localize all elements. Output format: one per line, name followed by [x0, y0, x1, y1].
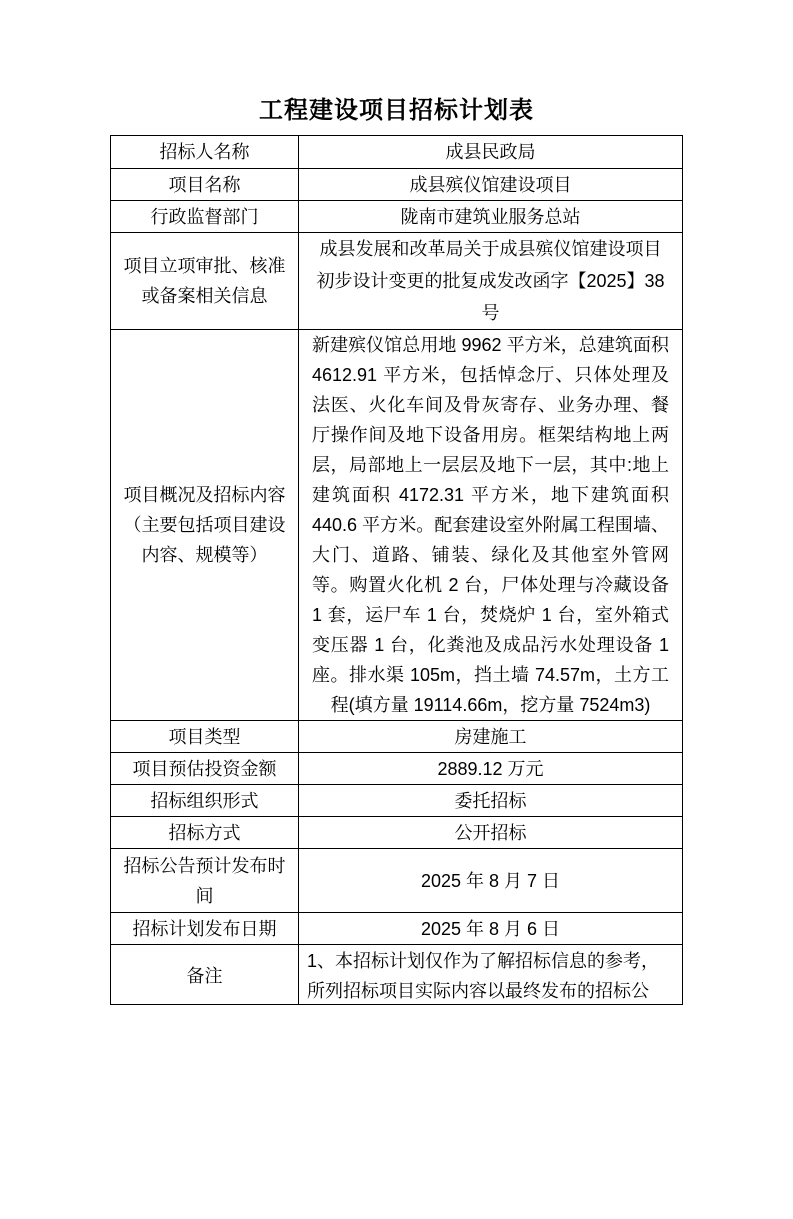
row-label-bidder-name [111, 136, 299, 168]
value-text: 陇南市建筑业服务总站 [400, 206, 581, 227]
row-label-supervision-dept [111, 201, 299, 232]
row-value-bidder-name [299, 136, 682, 168]
row-value-bidding-method [299, 817, 682, 848]
table-row-project-name [111, 168, 682, 200]
row-label-project-name [111, 169, 299, 200]
row-value-approval-info [299, 233, 682, 329]
table-row-remarks [111, 944, 682, 1004]
row-value-project-name [299, 169, 682, 200]
row-value-project-overview [299, 330, 682, 720]
row-label-bidding-method [111, 817, 299, 848]
value-text: 房建施工 [454, 726, 527, 747]
row-label-remarks [111, 945, 299, 1004]
label-text: 招标人名称 [159, 142, 250, 162]
table-row-bidder-name [111, 136, 682, 168]
table-row-plan-publish-date [111, 912, 682, 944]
value-text: 1、本招标计划仅作为了解招标信息的参考，所列招标项目实际内容以最终发布的招标公 [307, 951, 660, 1001]
table-row-organization-form [111, 784, 682, 816]
label-text: 招标组织形式 [150, 790, 259, 811]
label-text: 项目概况及招标内容（主要包括项目建设内容、规模等） [123, 485, 286, 565]
label-text: 项目名称 [168, 174, 241, 195]
label-text: 项目预估投资金额 [132, 758, 277, 779]
row-label-estimated-investment [111, 753, 299, 784]
row-value-remarks [299, 945, 682, 1004]
row-value-project-type [299, 721, 682, 752]
table-row-bidding-method [111, 816, 682, 848]
label-text: 招标方式 [168, 822, 241, 843]
document-page [0, 97, 793, 1219]
value-text: 2025 年 8 月 7 日 [420, 870, 561, 891]
value-text: 成县殡仪馆建设项目 [409, 174, 572, 195]
row-label-project-overview [111, 330, 299, 720]
row-value-plan-publish-date [299, 913, 682, 944]
bidding-plan-table [110, 135, 683, 1005]
row-value-organization-form [299, 785, 682, 816]
value-text: 成县民政局 [445, 142, 536, 162]
table-row-announcement-time [111, 848, 682, 912]
row-label-plan-publish-date [111, 913, 299, 944]
table-row-approval-info [111, 232, 682, 329]
value-text: 新建殡仪馆总用地 9962 平方米，总建筑面积 4612.91 平方米，包括悼念厅、只体处理及法医、火化车间及骨灰寄存、业务办理、餐厅操作间及地下设备用房。框架结构地上两层，局部地上一层层及地下一层，其中:地上建筑面积 4172.31 平方米，地下建筑面积 440.6 平方米。配套建设室外附属工程围墙、大门、道路、铺装、绿化及其他室外管网等。购置火化机 2 台，尸体处理与冷藏设备 1 套，运尸车 1 台，焚烧炉 1 台，室外箱式变压器 1 台，化粪池及成品污水处理设备 1 座。排水渠 105m，挡土墙 74.57m，土方工程(填方量 19114.66m，挖方量 7524m3) [312, 335, 669, 715]
label-text: 备注 [186, 965, 223, 986]
value-text: 2889.12 万元 [437, 758, 544, 779]
row-label-project-type [111, 721, 299, 752]
row-label-announcement-time [111, 849, 299, 912]
document-title: 工程建设项目招标计划表 [259, 97, 534, 124]
row-label-approval-info [111, 233, 299, 329]
row-value-estimated-investment [299, 753, 682, 784]
table-row-supervision-dept [111, 200, 682, 232]
value-text: 成县发展和改革局关于成县殡仪馆建设项目初步设计变更的批复成发改函字【2025】38号 [316, 239, 665, 323]
label-text: 招标公告预计发布时间 [123, 855, 286, 906]
value-text: 公开招标 [454, 822, 527, 843]
table-row-project-type [111, 720, 682, 752]
label-text: 项目类型 [168, 726, 241, 747]
value-text: 2025 年 8 月 6 日 [420, 918, 561, 939]
table-row-project-overview [111, 329, 682, 720]
table-row-estimated-investment [111, 752, 682, 784]
label-text: 招标计划发布日期 [132, 918, 277, 939]
row-value-supervision-dept [299, 201, 682, 232]
label-text: 项目立项审批、核准或备案相关信息 [123, 256, 286, 306]
row-value-announcement-time [299, 849, 682, 912]
label-text: 行政监督部门 [150, 206, 259, 227]
value-text: 委托招标 [454, 790, 527, 811]
row-label-organization-form [111, 785, 299, 816]
